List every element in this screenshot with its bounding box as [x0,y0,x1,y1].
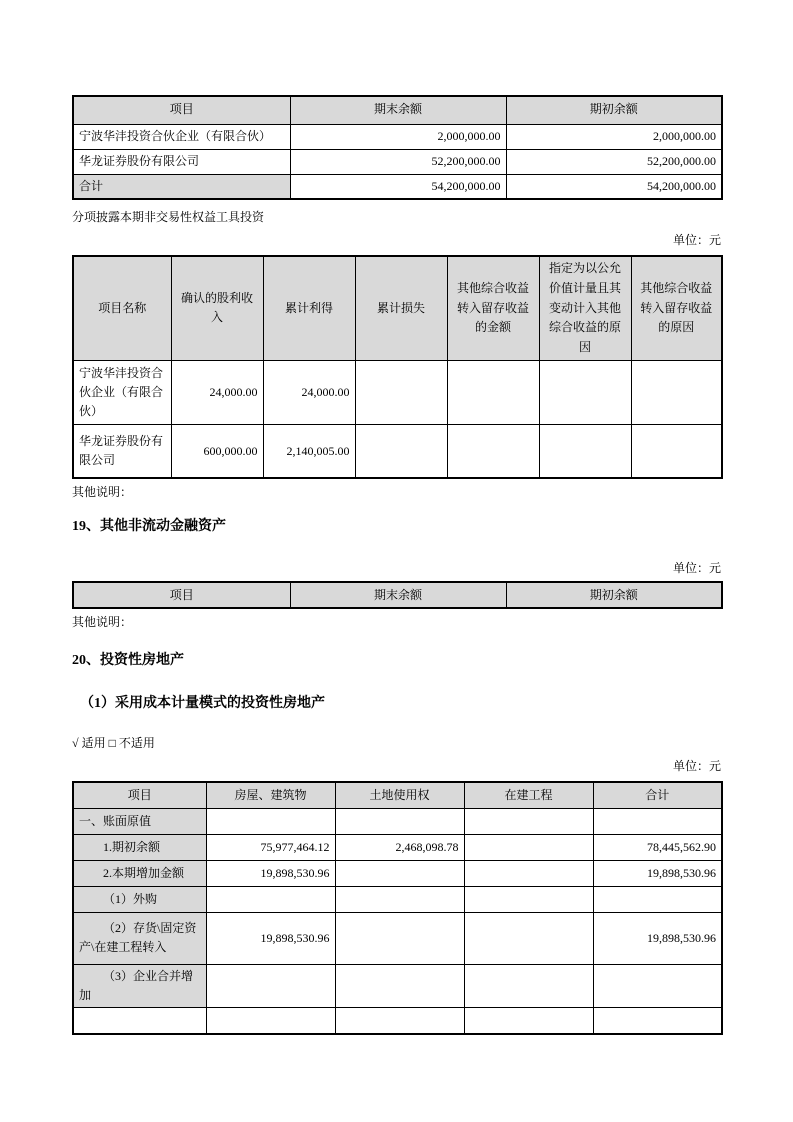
row-label-cell: 合计 [73,174,290,199]
table-row [73,834,722,860]
value-cell [335,808,464,834]
value-cell: 19,898,530.96 [593,912,722,964]
value-cell [464,860,593,886]
column-header: 房屋、建筑物 [206,782,335,808]
value-cell: 54,200,000.00 [290,174,506,199]
column-header: 期末余额 [290,96,506,124]
equity-tool-balance-table [72,95,723,200]
column-header: 期初余额 [506,582,722,608]
table-row [73,360,722,424]
other-note-label: 其他说明： [72,485,133,500]
column-header: 项目 [73,782,206,808]
value-cell [335,1008,464,1034]
column-header: 期末余额 [290,582,506,608]
value-cell [464,964,593,1007]
value-cell: 19,898,530.96 [206,912,335,964]
column-header: 合计 [593,782,722,808]
value-cell [335,886,464,912]
value-cell [206,1008,335,1034]
table-row [73,808,722,834]
unit-label: 单位：元 [672,759,721,774]
column-header: 项目名称 [73,256,171,360]
table-row [73,174,722,199]
table-row [73,964,722,1007]
value-cell: 19,898,530.96 [593,860,722,886]
value-cell [464,886,593,912]
section-19-title: 19、其他非流动金融资产 [72,519,226,535]
value-cell [335,860,464,886]
value-cell: 2,000,000.00 [290,124,506,149]
value-cell: 24,000.00 [171,360,263,424]
other-noncurrent-assets-table [72,581,723,609]
applicability-line: √ 适用 □ 不适用 [72,736,155,751]
column-header: 在建工程 [464,782,593,808]
row-label-cell: 1.期初余额 [73,834,206,860]
value-cell [539,424,631,478]
value-cell: 19,898,530.96 [206,860,335,886]
row-label-cell: 宁波华沣投资合伙企业（有限合伙） [73,124,290,149]
header-row [73,256,722,360]
section-20-subtitle: （1）采用成本计量模式的投资性房地产 [80,696,325,712]
section-20-title: 20、投资性房地产 [72,653,184,669]
header-row [73,582,722,608]
table-row [73,860,722,886]
value-cell: 2,140,005.00 [263,424,355,478]
other-note-label: 其他说明： [72,615,133,630]
value-cell [593,1008,722,1034]
value-cell: 52,200,000.00 [506,149,722,174]
unit-label: 单位：元 [672,233,721,247]
row-label-cell: 2.本期增加金额 [73,860,206,886]
row-label-cell: 宁波华沣投资合伙企业（有限合伙） [73,360,171,424]
row-label-cell: （2）存货\固定资产\在建工程转入 [73,912,206,964]
column-header: 其他综合收益转入留存收益的原因 [631,256,722,360]
header-row [73,782,722,808]
column-header: 期初余额 [506,96,722,124]
column-header: 指定为以公允价值计量且其变动计入其他综合收益的原因 [539,256,631,360]
value-cell [206,964,335,1007]
value-cell [206,808,335,834]
value-cell [593,808,722,834]
row-label-cell: （3）企业合并增加 [73,964,206,1007]
column-header: 累计利得 [263,256,355,360]
value-cell [335,964,464,1007]
value-cell: 52,200,000.00 [290,149,506,174]
table-row [73,424,722,478]
value-cell [447,424,539,478]
value-cell [355,424,447,478]
unit-label: 单位：元 [672,561,721,576]
column-header: 累计损失 [355,256,447,360]
table-row [73,149,722,174]
value-cell: 2,000,000.00 [506,124,722,149]
table-row [73,124,722,149]
value-cell [631,360,722,424]
table-row [73,1008,722,1034]
value-cell: 54,200,000.00 [506,174,722,199]
document-page [72,0,721,1035]
value-cell: 600,000.00 [171,424,263,478]
column-header: 其他综合收益转入留存收益的金额 [447,256,539,360]
value-cell [447,360,539,424]
non-trading-equity-table [72,255,723,479]
value-cell [631,424,722,478]
value-cell [593,886,722,912]
column-header: 确认的股利收入 [171,256,263,360]
row-label-cell: 华龙证券股份有限公司 [73,149,290,174]
column-header: 土地使用权 [335,782,464,808]
disclosure-note: 分项披露本期非交易性权益工具投资 [72,210,265,224]
value-cell [593,964,722,1007]
value-cell: 24,000.00 [263,360,355,424]
column-header: 项目 [73,582,290,608]
value-cell: 2,468,098.78 [335,834,464,860]
value-cell [335,912,464,964]
row-label-cell [73,1008,206,1034]
row-label-cell: （1）外购 [73,886,206,912]
value-cell [464,1008,593,1034]
value-cell [464,912,593,964]
value-cell: 78,445,562.90 [593,834,722,860]
column-header: 项目 [73,96,290,124]
row-label-cell: 一、账面原值 [73,808,206,834]
value-cell [355,360,447,424]
table-row [73,886,722,912]
header-row [73,96,722,124]
value-cell: 75,977,464.12 [206,834,335,860]
investment-property-table [72,781,723,1034]
row-label-cell: 华龙证券股份有限公司 [73,424,171,478]
value-cell [206,886,335,912]
table-row [73,912,722,964]
value-cell [464,808,593,834]
value-cell [464,834,593,860]
value-cell [539,360,631,424]
